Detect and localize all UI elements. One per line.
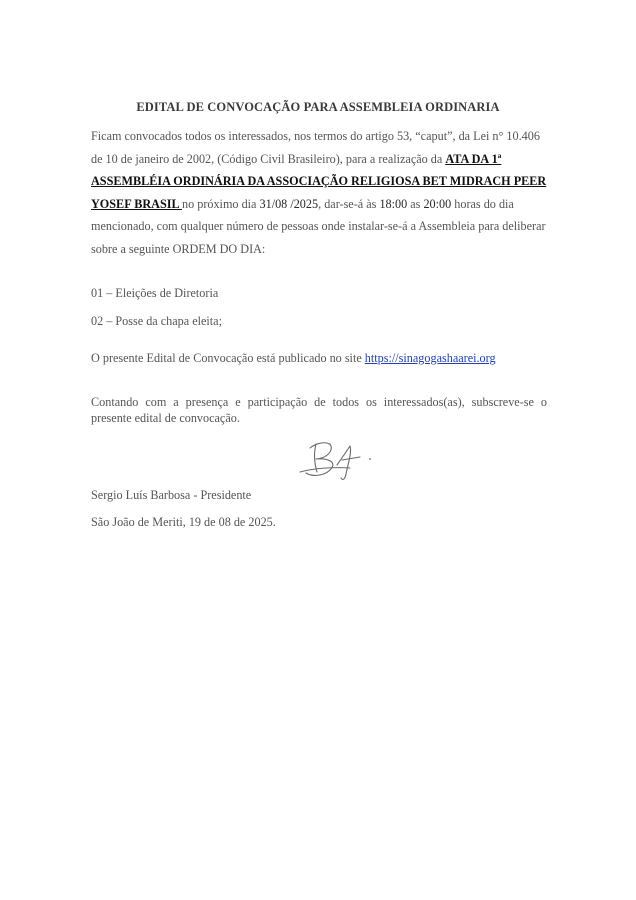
intro-text-1: Ficam convocados todos os interessados, nos termos do artigo 53, “caput”, da Lei n° 10.406 de 10 de janeiro de 2002, (Código Civil Brasileiro), para a realização da bbox=[91, 129, 540, 166]
signer-name: Sergio Luís Barbosa - Presidente bbox=[91, 488, 252, 502]
intro-text-3: , dar-se-á às bbox=[318, 196, 380, 211]
intro-text-5: horas do dia mencionado, com qualquer número de pessoas onde instalar-se-á a Assembleia para deliberar sobre a seguinte ORDEM DO DIA: bbox=[91, 196, 546, 256]
site-link[interactable]: https://sinagogashaarei.org bbox=[364, 351, 496, 365]
handwritten-signature-icon bbox=[290, 432, 390, 490]
end-time: 20:00 bbox=[423, 196, 452, 211]
assembly-date: 31/08 /2025 bbox=[259, 196, 319, 211]
agenda-item-2: 02 – Posse da chapa eleita; bbox=[91, 314, 222, 328]
document-title: EDITAL DE CONVOCAÇÃO PARA ASSEMBLEIA ORDINARIA bbox=[136, 100, 500, 114]
intro-paragraph bbox=[91, 125, 547, 261]
closing-paragraph: Contando com a presença e participação de todos os interessados(as), subscreve-se o presente edital de convocação. bbox=[91, 395, 547, 425]
place-date: São João de Meriti, 19 de 08 de 2025. bbox=[91, 515, 276, 529]
publication-line bbox=[91, 351, 496, 366]
intro-text-2: no próximo dia bbox=[181, 196, 260, 211]
publication-text: O presente Edital de Convocação está publicado no site bbox=[91, 351, 365, 365]
assembly-name: ATA DA 1ª ASSEMBLÉIA ORDINÁRIA DA ASSOCIAÇÃO RELIGIOSA BET MIDRACH PEER YOSEF BRASIL bbox=[91, 151, 547, 211]
agenda-item-1: 01 – Eleições de Diretoria bbox=[91, 286, 219, 300]
intro-text-4: as bbox=[407, 196, 424, 211]
start-time: 18:00 bbox=[379, 196, 408, 211]
